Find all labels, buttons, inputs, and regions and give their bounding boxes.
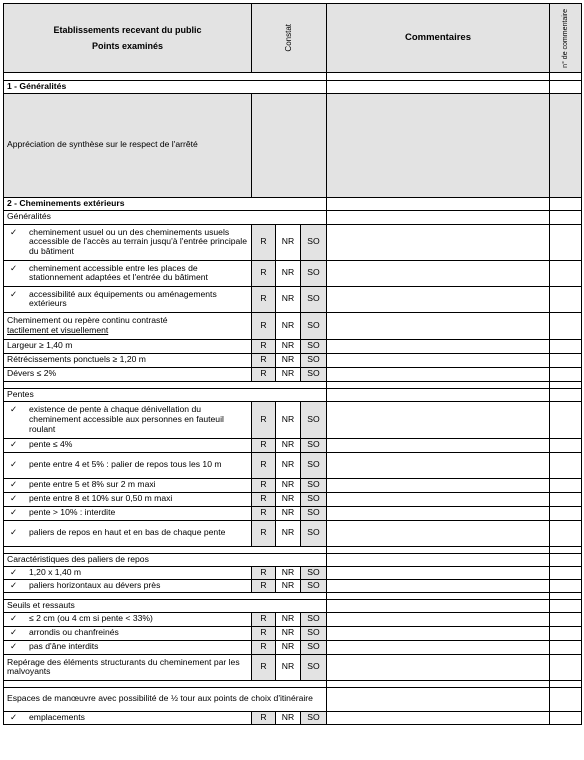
comment-cell[interactable] <box>327 654 550 680</box>
item-text: paliers de repos en haut et en bas de chaque pente <box>29 527 226 538</box>
comment-number-cell[interactable] <box>550 224 582 260</box>
comment-number-cell[interactable] <box>550 626 582 640</box>
code-nr[interactable]: NR <box>276 367 301 381</box>
checklist-item <box>4 452 252 478</box>
section-row <box>4 81 582 94</box>
code-nr[interactable]: NR <box>276 286 301 312</box>
subsection-row <box>4 210 582 224</box>
comment-cell[interactable] <box>327 438 550 452</box>
comment-cell[interactable] <box>327 312 550 339</box>
code-so[interactable]: SO <box>301 339 327 353</box>
comment-number-cell[interactable] <box>550 654 582 680</box>
accessibility-checklist-table <box>3 3 582 725</box>
checklist-row <box>4 286 582 312</box>
code-nr[interactable]: NR <box>276 566 301 579</box>
appreciation-number-cell[interactable] <box>550 93 582 197</box>
comment-cell[interactable] <box>327 197 550 210</box>
checklist-item <box>4 224 252 260</box>
subsection-title: Seuils et ressauts <box>4 599 327 612</box>
checklist-row <box>4 640 582 654</box>
checklist-row <box>4 353 582 367</box>
checklist-row <box>4 367 582 381</box>
comment-cell[interactable] <box>327 339 550 353</box>
comment-cell[interactable] <box>327 401 550 438</box>
comment-cell[interactable] <box>327 711 550 724</box>
code-so[interactable]: SO <box>301 224 327 260</box>
comment-cell[interactable] <box>327 520 550 546</box>
check-icon: ✓ <box>10 493 18 504</box>
item-text: 1,20 x 1,40 m <box>29 566 82 577</box>
code-nr[interactable]: NR <box>276 640 301 654</box>
comment-number-cell[interactable] <box>550 687 582 711</box>
code-r[interactable]: R <box>252 520 276 546</box>
comment-number-cell[interactable] <box>550 452 582 478</box>
code-r[interactable]: R <box>252 640 276 654</box>
item-text: arrondis ou chanfreinés <box>29 627 119 638</box>
header-constat: Constat <box>283 24 293 52</box>
comment-number-cell[interactable] <box>550 711 582 724</box>
code-nr[interactable]: NR <box>276 401 301 438</box>
code-r[interactable]: R <box>252 353 276 367</box>
code-r[interactable]: R <box>252 401 276 438</box>
comment-cell[interactable] <box>327 81 550 94</box>
code-r[interactable]: R <box>252 612 276 626</box>
check-icon: ✓ <box>10 627 18 638</box>
checklist-row <box>4 224 582 260</box>
item-text: ≤ 2 cm (ou 4 cm si pente < 33%) <box>29 613 153 624</box>
header-num-commentaire: n° de commentaire <box>561 8 569 68</box>
item-text: cheminement accessible entre les places de stationnement adaptées et l'entrée du bâtiment <box>29 262 208 283</box>
item-text: existence de pente à chaque dénivellation du cheminement accessible aux personnes en fauteuil roulant <box>29 404 224 434</box>
subsection-row <box>4 599 582 612</box>
code-so[interactable]: SO <box>301 492 327 506</box>
code-r[interactable]: R <box>252 579 276 592</box>
checklist-item <box>4 711 252 724</box>
spacer-row <box>4 73 582 81</box>
section-title-cheminements: 2 - Cheminements extérieurs <box>4 197 327 210</box>
checklist-item <box>4 520 252 546</box>
check-icon: ✓ <box>10 439 18 450</box>
code-so[interactable]: SO <box>301 312 327 339</box>
checklist-item <box>4 492 252 506</box>
item-text: Rétrécissements ponctuels ≥ 1,20 m <box>4 353 252 367</box>
comment-number-cell[interactable] <box>550 478 582 492</box>
code-nr[interactable]: NR <box>276 353 301 367</box>
item-text: Largeur ≥ 1,40 m <box>4 339 252 353</box>
checklist-row <box>4 579 582 592</box>
code-so[interactable]: SO <box>301 612 327 626</box>
comment-number-cell[interactable] <box>550 388 582 401</box>
code-r[interactable]: R <box>252 626 276 640</box>
checklist-row <box>4 339 582 353</box>
item-text: Repérage des éléments structurants du cheminement par les malvoyants <box>4 654 252 680</box>
checklist-item <box>4 312 252 339</box>
code-so[interactable]: SO <box>301 711 327 724</box>
comment-cell[interactable] <box>327 492 550 506</box>
subsection-row <box>4 388 582 401</box>
code-nr[interactable]: NR <box>276 612 301 626</box>
appreciation-comment-cell[interactable] <box>327 93 550 197</box>
check-icon: ✓ <box>10 262 18 273</box>
code-r[interactable]: R <box>252 506 276 520</box>
code-r[interactable]: R <box>252 452 276 478</box>
code-r[interactable]: R <box>252 478 276 492</box>
code-nr[interactable]: NR <box>276 312 301 339</box>
check-icon: ✓ <box>10 459 18 470</box>
comment-cell[interactable] <box>327 579 550 592</box>
checklist-row <box>4 612 582 626</box>
code-so[interactable]: SO <box>301 452 327 478</box>
checklist-row <box>4 438 582 452</box>
checklist-item <box>4 506 252 520</box>
comment-number-cell[interactable] <box>550 566 582 579</box>
checklist-row <box>4 711 582 724</box>
code-nr[interactable]: NR <box>276 711 301 724</box>
code-r[interactable]: R <box>252 438 276 452</box>
code-r[interactable]: R <box>252 224 276 260</box>
comment-cell[interactable] <box>327 599 550 612</box>
appreciation-constat-cell[interactable] <box>252 93 327 197</box>
comment-number-cell[interactable] <box>550 260 582 286</box>
section-row <box>4 197 582 210</box>
comment-number-cell[interactable] <box>550 353 582 367</box>
comment-cell[interactable] <box>327 260 550 286</box>
code-so[interactable]: SO <box>301 438 327 452</box>
check-icon: ✓ <box>10 507 18 518</box>
subsection-title: Espaces de manœuvre avec possibilité de ½ tour aux points de choix d'itinéraire <box>4 687 327 711</box>
spacer-row <box>4 592 582 599</box>
check-icon: ✓ <box>10 566 18 577</box>
code-so[interactable]: SO <box>301 520 327 546</box>
code-r[interactable]: R <box>252 367 276 381</box>
code-nr[interactable]: NR <box>276 438 301 452</box>
subsection-title: Généralités <box>4 210 327 224</box>
item-text: pente ≤ 4% <box>29 439 73 450</box>
code-r[interactable]: R <box>252 711 276 724</box>
code-r[interactable]: R <box>252 286 276 312</box>
code-so[interactable]: SO <box>301 640 327 654</box>
item-text: tactilement et visuellement <box>7 324 109 335</box>
code-so[interactable]: SO <box>301 626 327 640</box>
item-text: paliers horizontaux au dévers près <box>29 579 161 590</box>
item-text: pas d'âne interdits <box>29 641 99 652</box>
spacer-row <box>4 680 582 687</box>
comment-cell[interactable] <box>327 286 550 312</box>
comment-number-cell[interactable] <box>550 612 582 626</box>
check-icon: ✓ <box>10 641 18 652</box>
comment-number-cell[interactable] <box>550 367 582 381</box>
checklist-row <box>4 566 582 579</box>
code-r[interactable]: R <box>252 312 276 339</box>
code-nr[interactable]: NR <box>276 626 301 640</box>
spacer-row <box>4 381 582 388</box>
checklist-item <box>4 438 252 452</box>
checklist-item <box>4 640 252 654</box>
comment-number-cell[interactable] <box>550 312 582 339</box>
comment-number-cell[interactable] <box>550 286 582 312</box>
checklist-row <box>4 654 582 680</box>
check-icon: ✓ <box>10 527 18 538</box>
code-nr[interactable]: NR <box>276 492 301 506</box>
checklist-item <box>4 626 252 640</box>
code-so[interactable]: SO <box>301 260 327 286</box>
section-title-generalites: 1 - Généralités <box>4 81 327 94</box>
item-text: pente > 10% : interdite <box>29 507 116 518</box>
comment-number-cell[interactable] <box>550 579 582 592</box>
code-nr[interactable]: NR <box>276 506 301 520</box>
comment-cell[interactable] <box>327 452 550 478</box>
comment-cell[interactable] <box>327 640 550 654</box>
comment-number-cell[interactable] <box>550 506 582 520</box>
checklist-row <box>4 478 582 492</box>
comment-cell[interactable] <box>327 566 550 579</box>
header-subtitle: Points examinés <box>91 40 164 51</box>
header-constat-cell <box>252 4 327 73</box>
comment-cell[interactable] <box>327 506 550 520</box>
comment-cell[interactable] <box>327 210 550 224</box>
code-nr[interactable]: NR <box>276 520 301 546</box>
item-text: Cheminement ou repère continu contrasté <box>7 315 168 325</box>
code-so[interactable]: SO <box>301 654 327 680</box>
code-r[interactable]: R <box>252 492 276 506</box>
check-icon: ✓ <box>10 226 18 237</box>
checklist-item <box>4 401 252 438</box>
subsection-row <box>4 553 582 566</box>
comment-number-cell[interactable] <box>550 81 582 94</box>
checklist-row <box>4 626 582 640</box>
comment-cell[interactable] <box>327 353 550 367</box>
code-nr[interactable]: NR <box>276 260 301 286</box>
code-so[interactable]: SO <box>301 353 327 367</box>
code-so[interactable]: SO <box>301 401 327 438</box>
spacer-row <box>4 546 582 553</box>
code-nr[interactable]: NR <box>276 224 301 260</box>
comment-number-cell[interactable] <box>550 401 582 438</box>
check-icon: ✓ <box>10 288 18 299</box>
item-text: pente entre 5 et 8% sur 2 m maxi <box>29 479 156 490</box>
comment-cell[interactable] <box>327 388 550 401</box>
code-so[interactable]: SO <box>301 478 327 492</box>
appreciation-label: Appréciation de synthèse sur le respect de l'arrêté <box>4 93 252 197</box>
comment-number-cell[interactable] <box>550 492 582 506</box>
code-nr[interactable]: NR <box>276 452 301 478</box>
header-title-cell <box>4 4 252 73</box>
comment-cell[interactable] <box>327 478 550 492</box>
checklist-item <box>4 478 252 492</box>
comment-number-cell[interactable] <box>550 197 582 210</box>
comment-number-cell[interactable] <box>550 520 582 546</box>
subsection-title: Caractéristiques des paliers de repos <box>4 553 327 566</box>
checklist-row <box>4 492 582 506</box>
item-text: Dévers ≤ 2% <box>4 367 252 381</box>
code-so[interactable]: SO <box>301 286 327 312</box>
checklist-row <box>4 312 582 339</box>
checklist-item <box>4 579 252 592</box>
comment-cell[interactable] <box>327 224 550 260</box>
checklist-item <box>4 286 252 312</box>
checklist-row <box>4 506 582 520</box>
header-row <box>4 4 582 73</box>
item-text: pente entre 4 et 5% : palier de repos tous les 10 m <box>29 459 222 470</box>
checklist-row <box>4 260 582 286</box>
comment-number-cell[interactable] <box>550 640 582 654</box>
comment-cell[interactable] <box>327 367 550 381</box>
checklist-item <box>4 612 252 626</box>
code-nr[interactable]: NR <box>276 339 301 353</box>
code-nr[interactable]: NR <box>276 478 301 492</box>
checklist-row <box>4 520 582 546</box>
check-icon: ✓ <box>10 613 18 624</box>
comment-number-cell[interactable] <box>550 438 582 452</box>
code-nr[interactable]: NR <box>276 654 301 680</box>
comment-number-cell[interactable] <box>550 339 582 353</box>
code-r[interactable]: R <box>252 654 276 680</box>
check-icon: ✓ <box>10 404 18 415</box>
item-text: pente entre 8 et 10% sur 0,50 m maxi <box>29 493 173 504</box>
code-so[interactable]: SO <box>301 566 327 579</box>
header-commentaires: Commentaires <box>327 4 550 73</box>
code-nr[interactable]: NR <box>276 579 301 592</box>
comment-number-cell[interactable] <box>550 210 582 224</box>
comment-cell[interactable] <box>327 553 550 566</box>
checklist-item <box>4 260 252 286</box>
subsection-title: Pentes <box>4 388 327 401</box>
comment-cell[interactable] <box>327 687 550 711</box>
item-text: cheminement usuel ou un des cheminements usuels accessible de l'accès au terrain jusqu'à l'entrée principale du bâtiment <box>29 226 247 257</box>
comment-cell[interactable] <box>327 626 550 640</box>
check-icon: ✓ <box>10 479 18 490</box>
item-text: accessibilité aux équipements ou aménagements extérieurs <box>29 288 217 309</box>
header-title: Etablissements recevant du public <box>53 25 202 36</box>
check-icon: ✓ <box>10 711 18 722</box>
appreciation-row <box>4 93 582 197</box>
item-text: emplacements <box>29 711 85 722</box>
comment-cell[interactable] <box>327 612 550 626</box>
code-so[interactable]: SO <box>301 579 327 592</box>
code-so[interactable]: SO <box>301 367 327 381</box>
checklist-row <box>4 401 582 438</box>
comment-number-cell[interactable] <box>550 553 582 566</box>
comment-number-cell[interactable] <box>550 599 582 612</box>
header-num-commentaire-cell <box>550 4 582 73</box>
code-r[interactable]: R <box>252 339 276 353</box>
checklist-row <box>4 452 582 478</box>
code-r[interactable]: R <box>252 260 276 286</box>
code-r[interactable]: R <box>252 566 276 579</box>
subsection-row <box>4 687 582 711</box>
code-so[interactable]: SO <box>301 506 327 520</box>
checklist-item <box>4 566 252 579</box>
check-icon: ✓ <box>10 579 18 590</box>
